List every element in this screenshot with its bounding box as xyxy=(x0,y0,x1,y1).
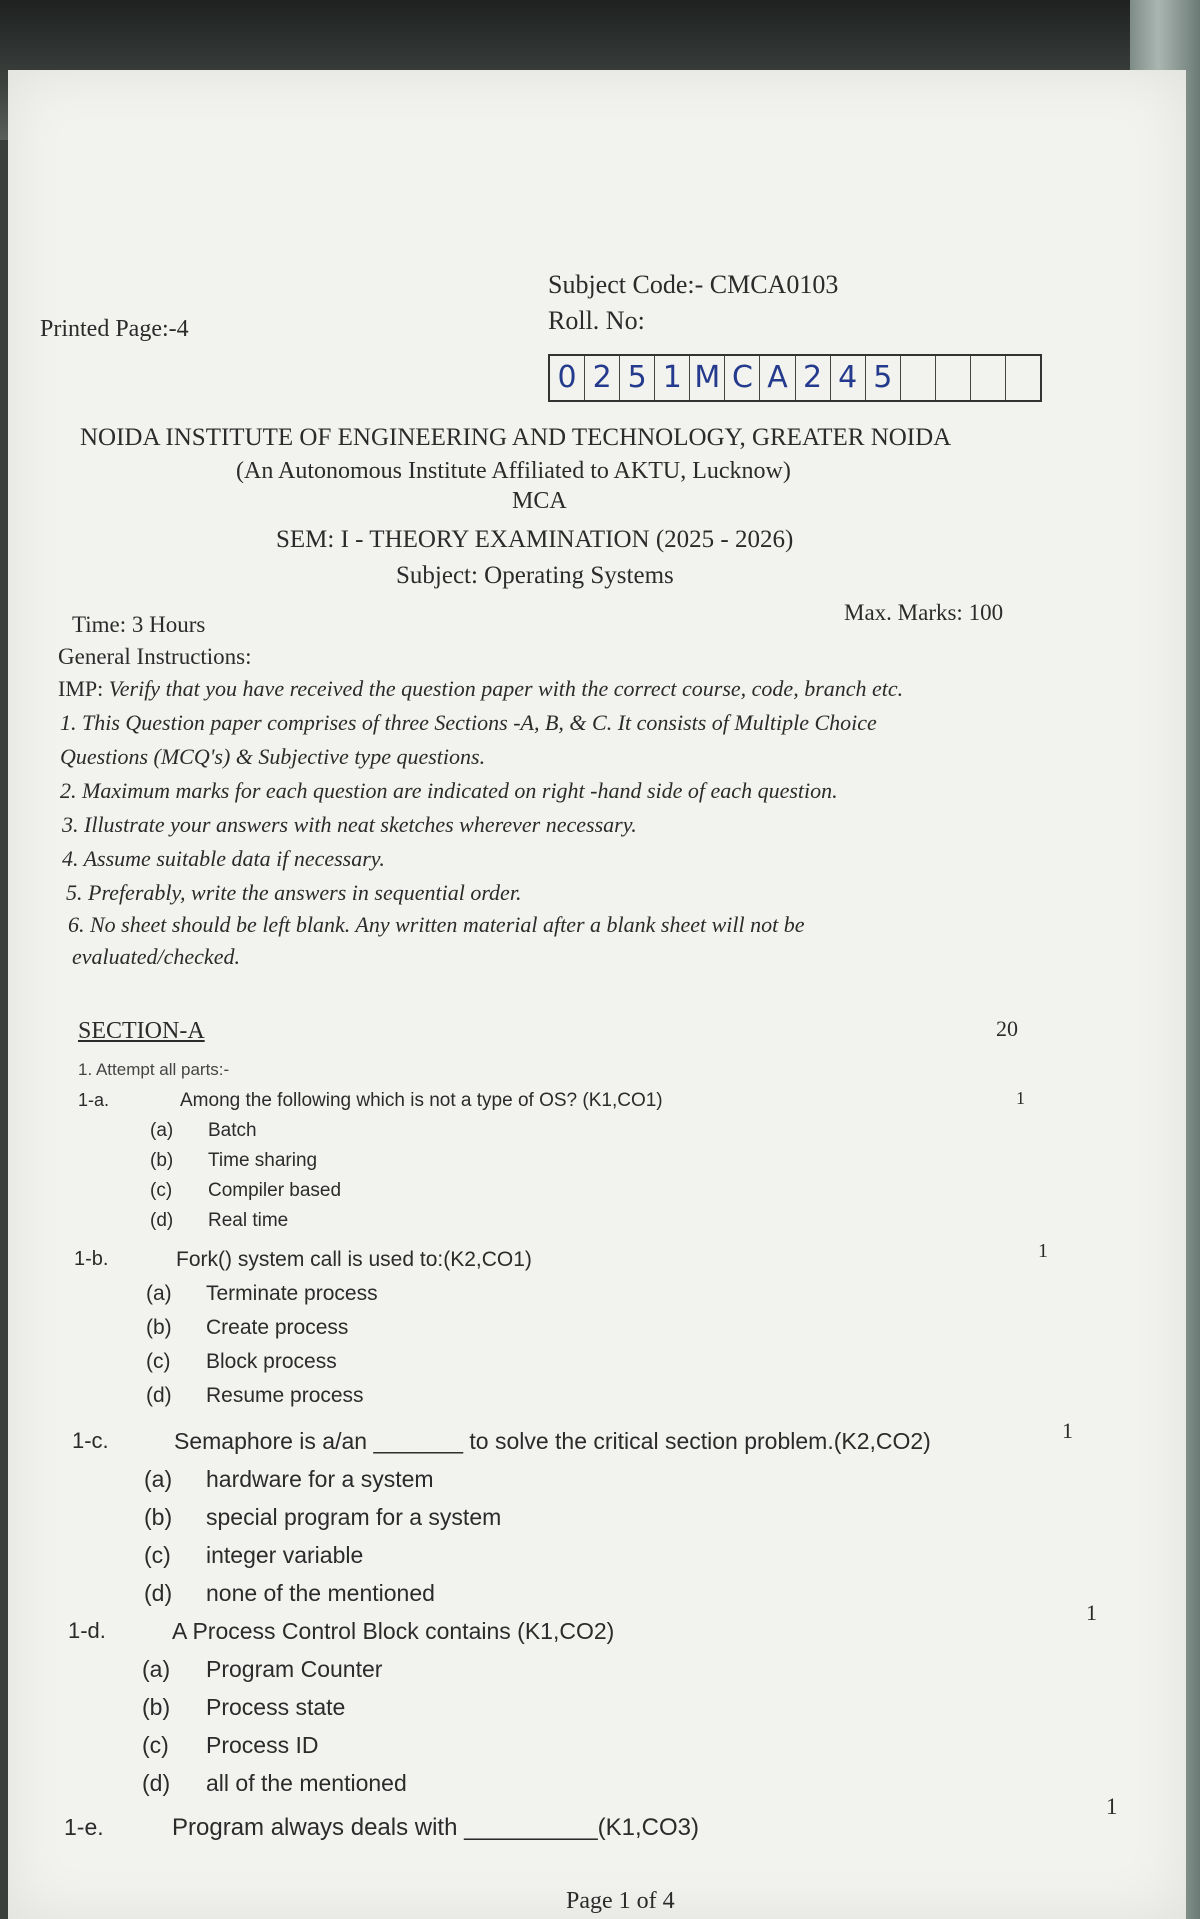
instruction-6b: evaluated/checked. xyxy=(72,944,240,969)
option-text: Resume process xyxy=(206,1384,364,1407)
page-number: Page 1 of 4 xyxy=(566,1888,675,1914)
option-label: (d) xyxy=(142,1770,171,1796)
option-label: (d) xyxy=(146,1384,172,1407)
imp-label: IMP: xyxy=(58,676,104,701)
program-name: MCA xyxy=(512,488,567,514)
question-marks: 1 xyxy=(1062,1418,1073,1443)
roll-digit-cell xyxy=(971,356,1006,400)
roll-number-box xyxy=(548,354,1042,402)
roll-digit-cell: 2 xyxy=(585,356,620,400)
question-marks: 1 xyxy=(1016,1088,1025,1108)
option-label: (d) xyxy=(144,1580,173,1606)
roll-digit-cell: A xyxy=(760,356,795,400)
option-label: (a) xyxy=(150,1120,174,1141)
option-text: Terminate process xyxy=(206,1282,378,1305)
question-text: Among the following which is not a type of OS? (K1,CO1) xyxy=(180,1090,663,1111)
instruction-2: 2. Maximum marks for each question are indicated on right -hand side of each question. xyxy=(60,778,838,803)
option-label: (b) xyxy=(146,1316,172,1339)
roll-digit-cell: 4 xyxy=(831,356,866,400)
option-label: (a) xyxy=(144,1466,173,1492)
option-text: Compiler based xyxy=(208,1180,342,1201)
instruction-5: 5. Preferably, write the answers in sequential order. xyxy=(66,880,522,905)
option-label: (a) xyxy=(146,1282,172,1305)
option-text: Batch xyxy=(208,1120,257,1141)
option-label: (b) xyxy=(150,1150,174,1171)
option-label: (d) xyxy=(150,1210,174,1231)
question-number: 1-d. xyxy=(68,1618,106,1643)
option-label: (b) xyxy=(142,1694,171,1720)
option-text: Create process xyxy=(206,1316,349,1339)
question-number: 1-b. xyxy=(74,1248,109,1270)
question-marks: 1 xyxy=(1106,1794,1118,1819)
roll-digit-cell xyxy=(901,356,936,400)
option-text: Program Counter xyxy=(206,1656,383,1682)
roll-digit-cell: 2 xyxy=(796,356,831,400)
roll-digit-cell: 5 xyxy=(620,356,655,400)
subject-code: Subject Code:- CMCA0103 xyxy=(548,270,839,299)
option-label: (c) xyxy=(146,1350,171,1373)
imp-instruction xyxy=(58,676,903,702)
option-label: (a) xyxy=(142,1656,171,1682)
roll-label: Roll. No: xyxy=(548,306,645,335)
instruction-4: 4. Assume suitable data if necessary. xyxy=(62,846,385,871)
section-a-title: SECTION-A xyxy=(78,1018,205,1044)
exam-time: Time: 3 Hours xyxy=(72,612,206,637)
institute-name: NOIDA INSTITUTE OF ENGINEERING AND TECHNOLOGY, GREATER NOIDA xyxy=(80,424,952,451)
roll-digit-cell: M xyxy=(690,356,725,400)
instructions-heading: General Instructions: xyxy=(58,644,252,669)
option-text: Time sharing xyxy=(208,1150,318,1171)
question-text: Semaphore is a/an _______ to solve the critical section problem.(K2,CO2) xyxy=(174,1428,931,1454)
instruction-6a: 6. No sheet should be left blank. Any written material after a blank sheet will not be xyxy=(68,912,805,937)
roll-digit-cell: C xyxy=(725,356,760,400)
roll-digit-cell xyxy=(936,356,971,400)
imp-text: Verify that you have received the question paper with the correct course, code, branch etc. xyxy=(108,676,904,701)
question-text: Program always deals with __________(K1,CO3) xyxy=(172,1814,699,1841)
section-a-marks: 20 xyxy=(996,1016,1018,1041)
question-marks: 1 xyxy=(1086,1600,1097,1625)
instruction-3: 3. Illustrate your answers with neat sketches wherever necessary. xyxy=(62,812,637,837)
roll-digit-cell: 5 xyxy=(866,356,901,400)
option-text: integer variable xyxy=(206,1542,364,1568)
option-label: (c) xyxy=(150,1180,173,1201)
roll-digit-cell: 0 xyxy=(550,356,585,400)
option-text: Real time xyxy=(208,1210,289,1231)
printed-page: Printed Page:-4 xyxy=(40,316,189,342)
subject-name: Subject: Operating Systems xyxy=(396,562,674,589)
option-label: (c) xyxy=(144,1542,171,1568)
roll-digit-cell: 1 xyxy=(655,356,690,400)
option-text: special program for a system xyxy=(206,1504,502,1530)
exam-title: SEM: I - THEORY EXAMINATION (2025 - 2026) xyxy=(276,526,794,553)
max-marks: Max. Marks: 100 xyxy=(844,600,1004,625)
option-text: Process state xyxy=(206,1694,346,1720)
option-label: (c) xyxy=(142,1732,169,1758)
roll-digit-cell xyxy=(1006,356,1040,400)
question-number: 1-c. xyxy=(72,1428,109,1453)
option-text: Block process xyxy=(206,1350,337,1373)
question-marks: 1 xyxy=(1038,1240,1048,1262)
question-text: Fork() system call is used to:(K2,CO1) xyxy=(176,1248,532,1271)
question-text: A Process Control Block contains (K1,CO2) xyxy=(172,1618,615,1644)
option-label: (b) xyxy=(144,1504,173,1530)
option-text: Process ID xyxy=(206,1732,319,1758)
institute-affiliation: (An Autonomous Institute Affiliated to AKTU, Lucknow) xyxy=(236,458,791,484)
option-text: none of the mentioned xyxy=(206,1580,435,1606)
instruction-1b: Questions (MCQ's) & Subjective type questions. xyxy=(60,744,486,769)
option-text: all of the mentioned xyxy=(206,1770,407,1796)
instruction-1a: 1. This Question paper comprises of three Sections -A, B, & C. It consists of Multiple Choice xyxy=(60,710,877,735)
option-text: hardware for a system xyxy=(206,1466,434,1492)
question-number: 1-a. xyxy=(78,1090,110,1110)
question-number: 1-e. xyxy=(64,1814,104,1840)
attempt-all-parts: 1. Attempt all parts:- xyxy=(78,1060,230,1079)
